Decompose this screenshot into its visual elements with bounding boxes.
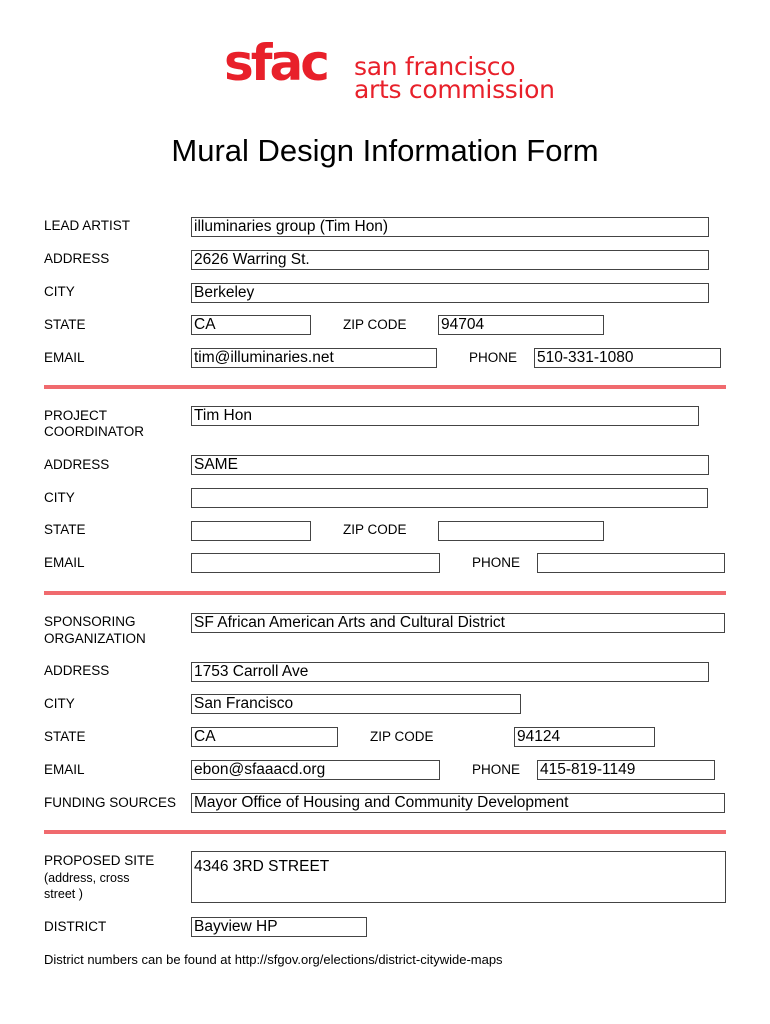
sponsor-city-field[interactable]: San Francisco bbox=[191, 694, 521, 714]
coordinator-address-label: ADDRESS bbox=[44, 457, 110, 472]
lead-state-field[interactable]: CA bbox=[191, 315, 311, 335]
coordinator-label-line2: COORDINATOR bbox=[44, 424, 145, 439]
coordinator-field[interactable]: Tim Hon bbox=[191, 406, 699, 426]
site-label-line2: (address, cross bbox=[44, 871, 130, 885]
logo-text-line2: arts commission bbox=[354, 75, 555, 104]
lead-phone-field[interactable]: 510-331-1080 bbox=[534, 348, 721, 368]
sponsor-state-label: STATE bbox=[44, 729, 86, 744]
coordinator-zip-label: ZIP CODE bbox=[343, 522, 407, 537]
coordinator-phone-field[interactable] bbox=[537, 553, 725, 573]
lead-state-label: STATE bbox=[44, 317, 86, 332]
coordinator-state-label: STATE bbox=[44, 522, 86, 537]
sponsor-zip-label: ZIP CODE bbox=[370, 729, 434, 744]
district-label: DISTRICT bbox=[44, 919, 107, 934]
sponsor-state-field[interactable]: CA bbox=[191, 727, 338, 747]
lead-phone-label: PHONE bbox=[469, 350, 518, 365]
coordinator-address-field[interactable]: SAME bbox=[191, 455, 709, 475]
sponsor-zip-field[interactable]: 94124 bbox=[514, 727, 655, 747]
lead-zip-field[interactable]: 94704 bbox=[438, 315, 604, 335]
funding-field[interactable]: Mayor Office of Housing and Community Development bbox=[191, 793, 725, 813]
lead-address-field[interactable]: 2626 Warring St. bbox=[191, 250, 709, 270]
proposed-site-field[interactable]: 4346 3RD STREET bbox=[191, 851, 726, 903]
lead-artist-field[interactable]: illuminaries group (Tim Hon) bbox=[191, 217, 709, 237]
district-note: District numbers can be found at http://sfgov.org/elections/district-citywide-maps bbox=[44, 952, 503, 967]
logo-text-line1: san francisco bbox=[354, 52, 516, 81]
section-divider bbox=[44, 385, 726, 389]
section-divider bbox=[44, 591, 726, 595]
funding-label: FUNDING SOURCES bbox=[44, 795, 177, 810]
sponsor-city-label: CITY bbox=[44, 696, 75, 711]
lead-city-field[interactable]: Berkeley bbox=[191, 283, 709, 303]
lead-artist-label: LEAD ARTIST bbox=[44, 218, 131, 233]
district-field[interactable]: Bayview HP bbox=[191, 917, 367, 937]
sponsor-phone-label: PHONE bbox=[472, 762, 521, 777]
lead-email-field[interactable]: tim@illuminaries.net bbox=[191, 348, 437, 368]
coordinator-zip-field[interactable] bbox=[438, 521, 604, 541]
lead-email-label: EMAIL bbox=[44, 350, 85, 365]
coordinator-state-field[interactable] bbox=[191, 521, 311, 541]
sponsor-email-field[interactable]: ebon@sfaaacd.org bbox=[191, 760, 440, 780]
sfac-logo-mark: sfac bbox=[224, 34, 327, 92]
sponsor-label-line2: ORGANIZATION bbox=[44, 631, 146, 646]
section-divider bbox=[44, 830, 726, 834]
site-label-line1: PROPOSED SITE bbox=[44, 853, 155, 868]
sponsor-label-line1: SPONSORING bbox=[44, 614, 136, 629]
lead-address-label: ADDRESS bbox=[44, 251, 110, 266]
lead-city-label: CITY bbox=[44, 284, 75, 299]
page-title: Mural Design Information Form bbox=[171, 133, 599, 168]
coordinator-email-field[interactable] bbox=[191, 553, 440, 573]
site-label-line3: street ) bbox=[44, 887, 83, 901]
coordinator-city-field[interactable] bbox=[191, 488, 708, 508]
coordinator-phone-label: PHONE bbox=[472, 555, 521, 570]
sponsor-address-label: ADDRESS bbox=[44, 663, 110, 678]
lead-zip-label: ZIP CODE bbox=[343, 317, 407, 332]
sponsor-phone-field[interactable]: 415-819-1149 bbox=[537, 760, 715, 780]
sponsor-address-field[interactable]: 1753 Carroll Ave bbox=[191, 662, 709, 682]
coordinator-label-line1: PROJECT bbox=[44, 408, 108, 423]
sponsor-field[interactable]: SF African American Arts and Cultural District bbox=[191, 613, 725, 633]
coordinator-city-label: CITY bbox=[44, 490, 75, 505]
sponsor-email-label: EMAIL bbox=[44, 762, 85, 777]
coordinator-email-label: EMAIL bbox=[44, 555, 85, 570]
